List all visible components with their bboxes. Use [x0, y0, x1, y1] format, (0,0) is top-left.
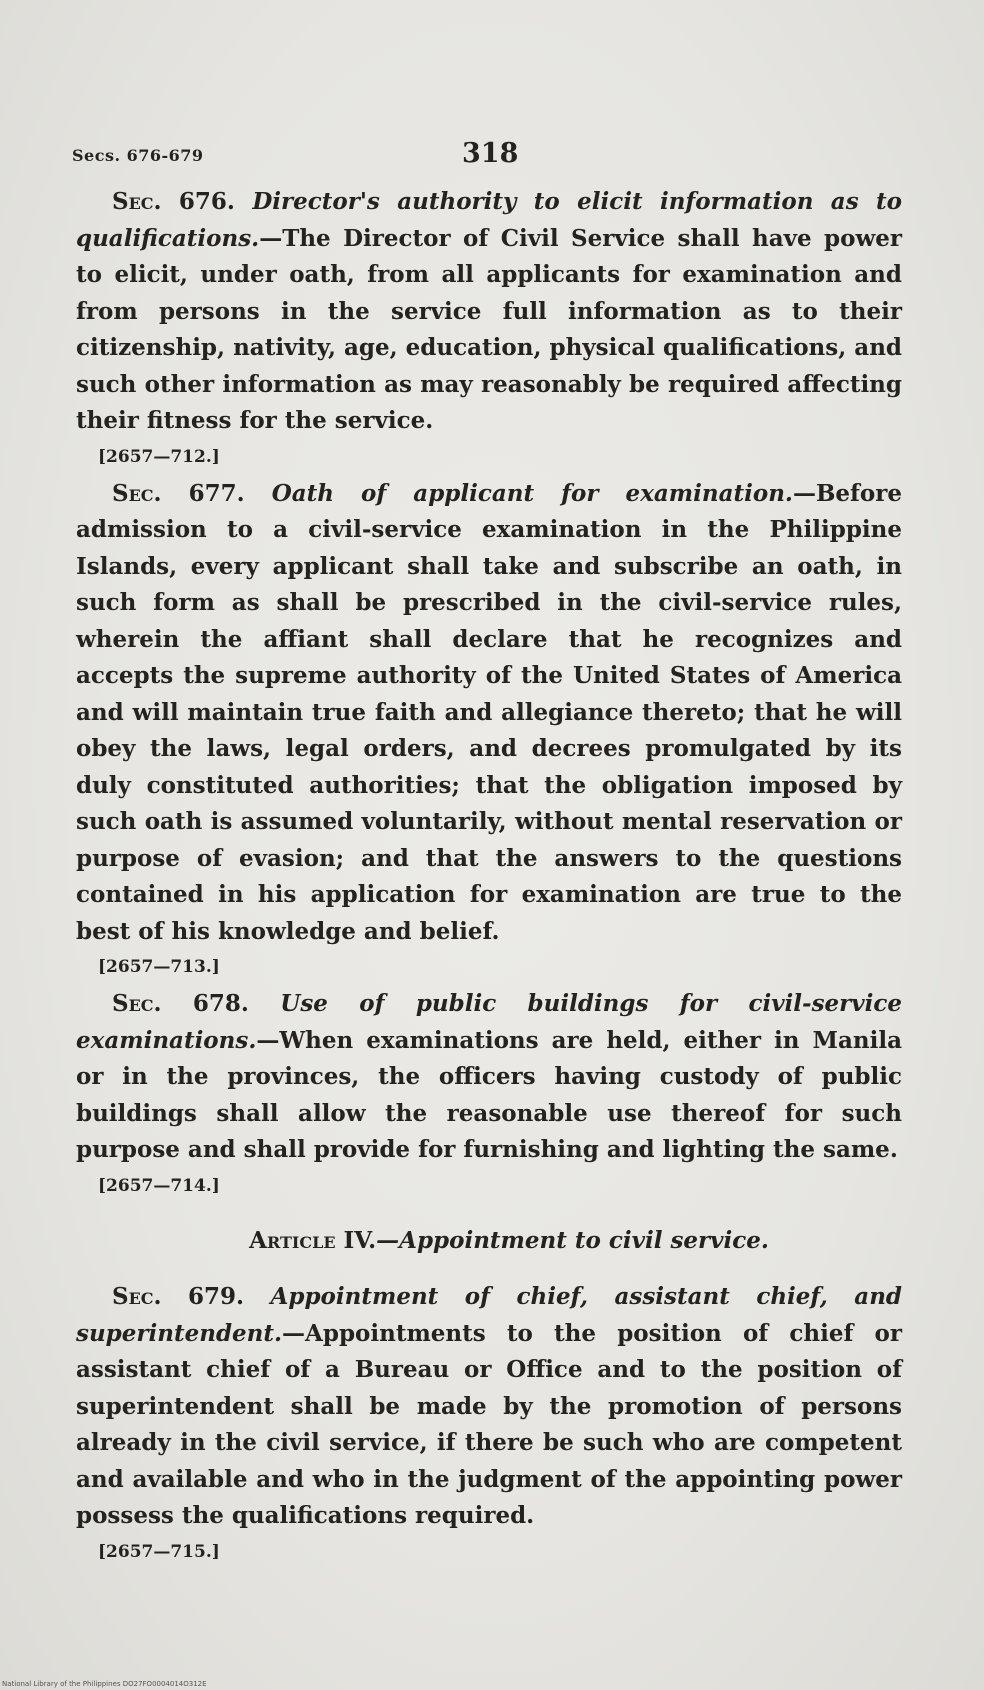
section-678: [76, 986, 902, 1169]
section-citation: [2657—714.]: [98, 1175, 220, 1196]
section-title: Appointment of chief, assistant chief, and superintendent.: [76, 1283, 902, 1347]
section-citation: [2657—715.]: [98, 1541, 220, 1562]
section-label: Sec. 678.: [112, 990, 249, 1017]
scan-footer-note: National Library of the Philippines DO27FO0004014O312E: [2, 1680, 207, 1688]
section-677: [76, 476, 902, 951]
section-679: [76, 1279, 902, 1535]
running-head: Secs. 676-679: [72, 146, 204, 165]
section-676: [76, 184, 902, 440]
page-number: 318: [462, 138, 519, 169]
section-title: Use of public buildings for civil-service examinations.: [76, 990, 903, 1054]
body-text: [76, 184, 902, 1571]
section-label: Sec. 679.: [112, 1283, 245, 1310]
article-label: Article IV.: [249, 1226, 377, 1254]
article-heading: [116, 1223, 902, 1260]
section-citation: [2657—712.]: [98, 446, 220, 467]
section-label: Sec. 677.: [112, 479, 245, 507]
section-text: —When examinations are held, either in Manila or in the provinces, the officers having custody of public buildings shall allow the reasonable use thereof for such purpose and shall provide for furnishing and lighting the same.: [76, 1026, 902, 1163]
article-title: —Appointment to civil service.: [376, 1226, 769, 1254]
section-label: Sec. 676.: [112, 188, 235, 215]
section-title: Director's authority to elicit information as to qualifications.: [76, 188, 902, 252]
section-citation: [2657—713.]: [98, 957, 220, 977]
section-text: —Appointments to the position of chief or assistant chief of a Bureau or Office and to the position of superintendent shall be made by the promotion of persons already in the civil service, if there be such who are competent and available and who in the judgment of the appointing power possess the qualifications required.: [76, 1319, 902, 1529]
section-text: —The Director of Civil Service shall have power to elicit, under oath, from all applicants for examination and from persons in the service full information as to their citizenship, nativity, age, education, physical qualifications, and such other information as may reasonably be required affecting their fitness for the service.: [76, 224, 902, 434]
section-title: Oath of applicant for examination.: [271, 479, 793, 507]
section-text: —Before admission to a civil-service examination in the Philippine Islands, every applicant shall take and subscribe an oath, in such form as shall be prescribed in the civil-service rules, wherein the affiant shall declare that he recognizes and accepts the supreme authority of the United States of America and will maintain true faith and allegiance thereto; that he will obey the laws, legal orders, and decrees promulgated by its duly constituted authorities; that the obligation imposed by such oath is assumed voluntarily, without mental reservation or purpose of evasion; and that the answers to the questions contained in his application for examination are true to the best of his knowledge and belief.: [76, 479, 903, 945]
